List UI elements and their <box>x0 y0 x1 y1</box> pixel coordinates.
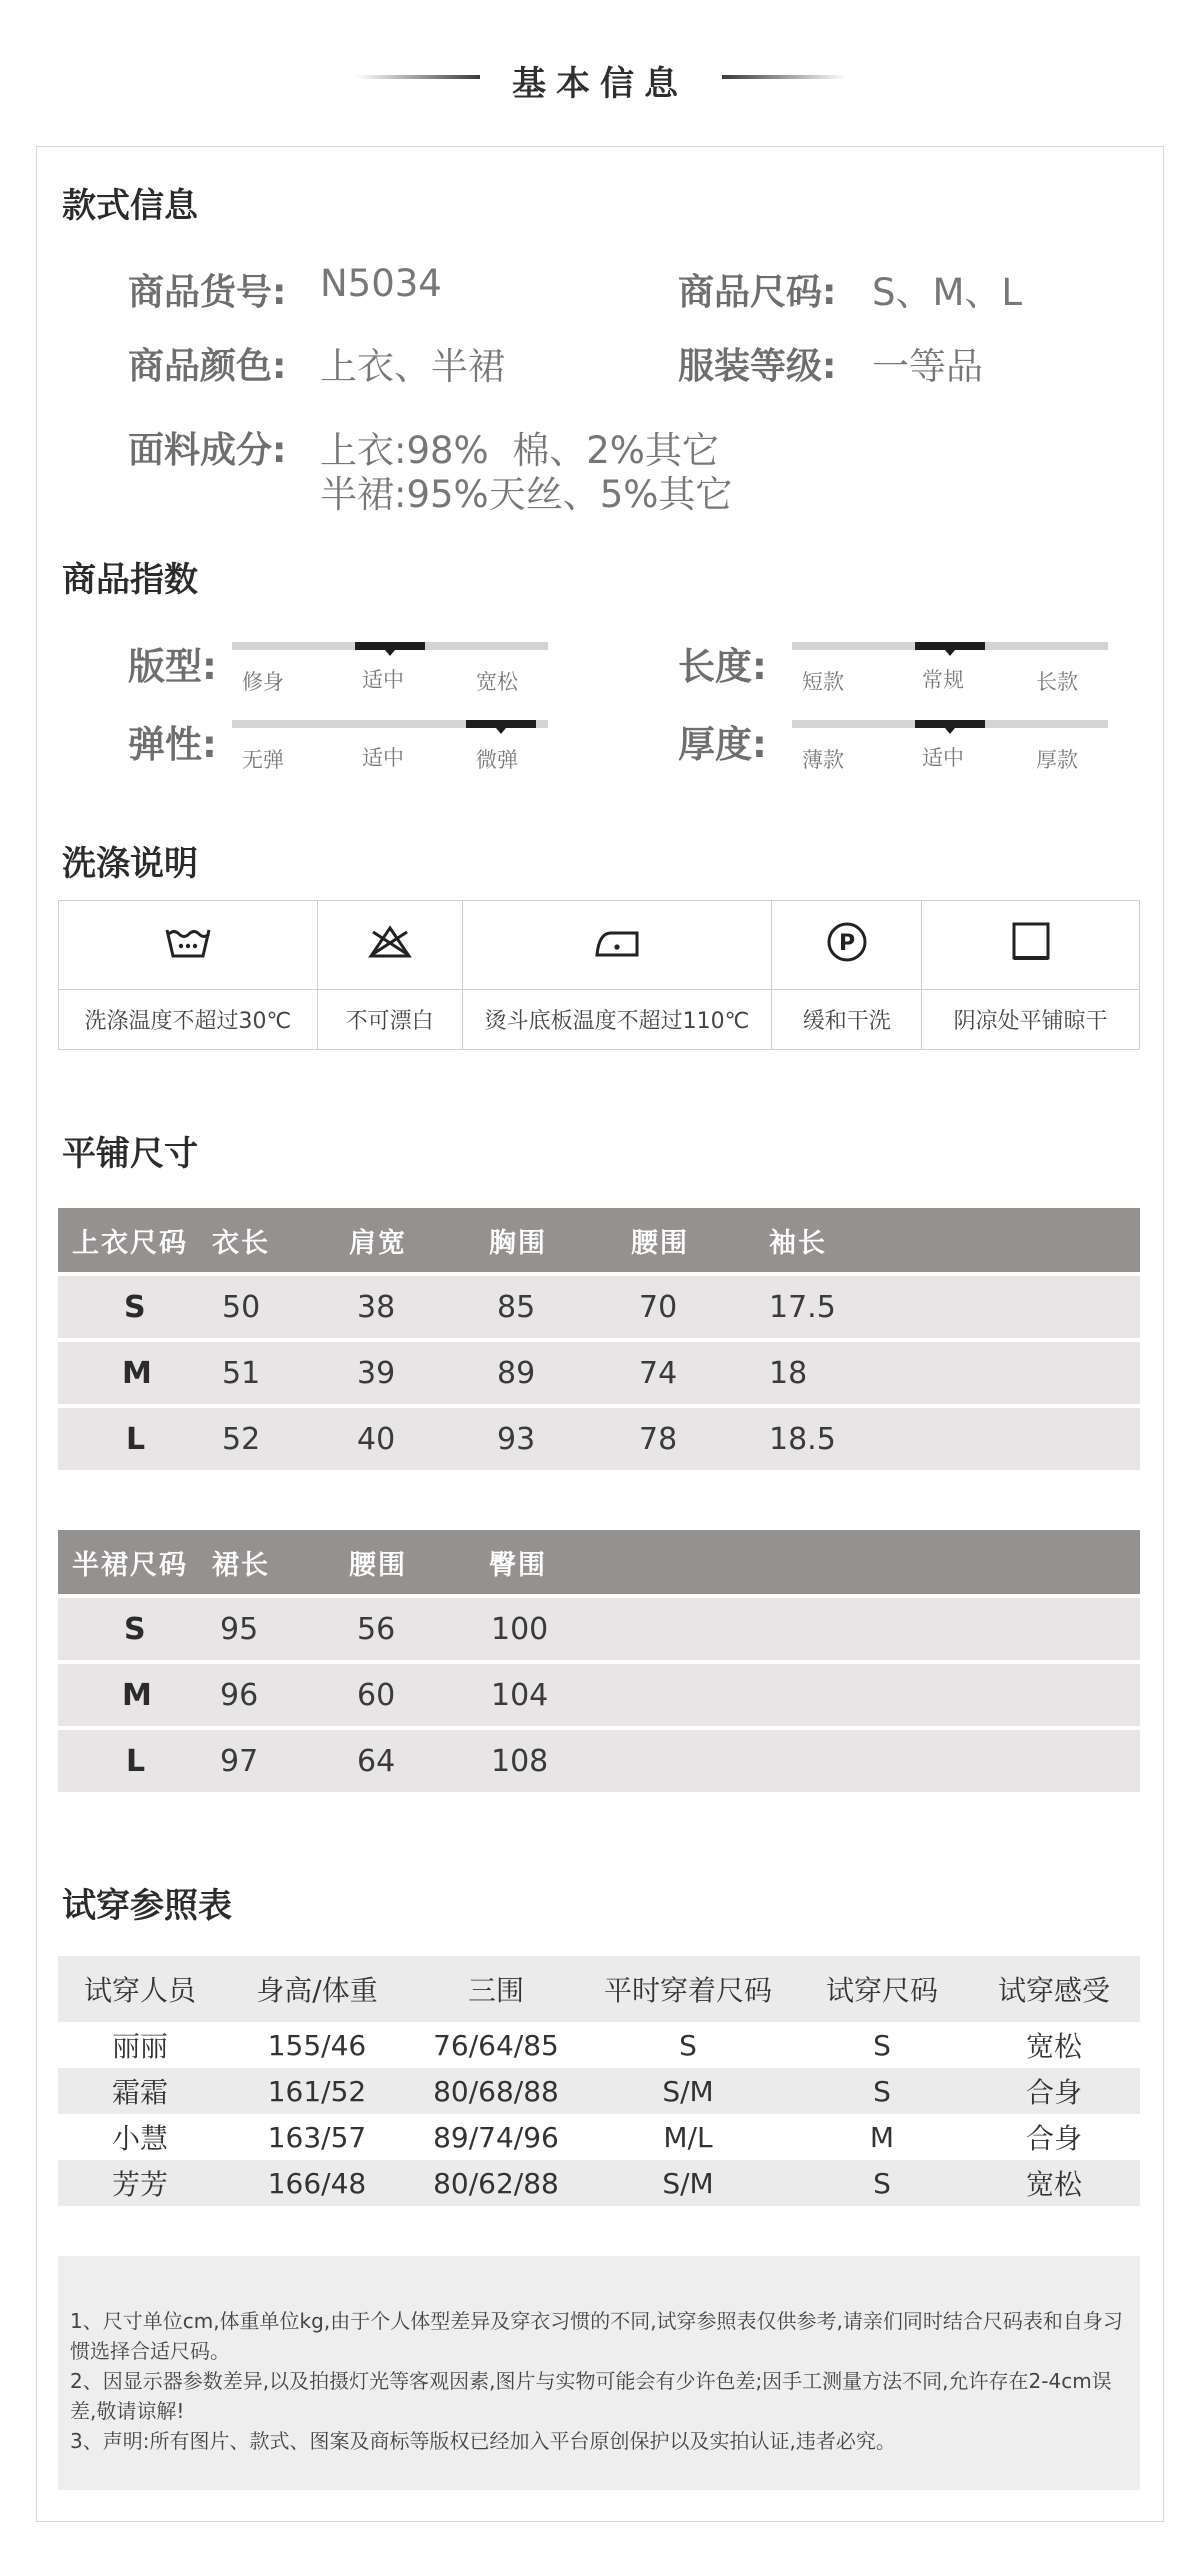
index-slider-length <box>792 642 1108 650</box>
wash-care-table <box>58 900 1140 1050</box>
note-item: 1、尺寸单位cm,体重单位kg,由于个人体型差异及穿衣习惯的不同,试穿参照表仅供参考,请亲们同时结合尺码表和自身习惯选择合适尺码。 <box>70 2309 1123 2363</box>
table-cell: S/M <box>580 2068 796 2114</box>
table-cell: 161/52 <box>222 2068 412 2114</box>
table-cell: 85 <box>485 1272 627 1338</box>
table-cell: 64 <box>345 1726 485 1792</box>
index-marker <box>355 642 425 650</box>
table-cell: L <box>58 1726 208 1792</box>
table-header-row <box>58 1208 1140 1272</box>
table-cell: 合身 <box>1025 2122 1082 2155</box>
table-cell: 56 <box>345 1594 485 1660</box>
note-item: 3、声明:所有图片、款式、图案及商标等版权已经加入平台原创保护以及实拍认证,违者必究。 <box>70 2429 896 2453</box>
fitting-table <box>58 1956 1140 2206</box>
wash-text: 缓和干洗 <box>772 990 922 1050</box>
table-cell: S <box>796 2068 968 2114</box>
table-cell: 80/68/88 <box>412 2068 580 2114</box>
table-cell: 97 <box>208 1726 345 1792</box>
table-cell: 70 <box>627 1272 769 1338</box>
table-cell: 39 <box>345 1338 485 1404</box>
grade-value: 一等品 <box>872 345 983 388</box>
section-title-indices: 商品指数 <box>62 560 198 600</box>
table-cell: 74 <box>627 1338 769 1404</box>
table-cell: 50 <box>208 1272 345 1338</box>
table-cell: M <box>869 2120 895 2154</box>
index-tick: 适中 <box>362 668 404 692</box>
table-row <box>58 1726 1140 1792</box>
shade-dry-flat-icon <box>1011 921 1051 963</box>
index-tick: 修身 <box>242 670 284 694</box>
table-header: 试穿尺码 <box>796 1956 968 2022</box>
table-cell: 40 <box>345 1404 485 1470</box>
table-header: 试穿人员 <box>58 1956 222 2022</box>
color-label: 商品颜色: <box>128 346 287 387</box>
index-tick: 厚款 <box>1036 748 1078 772</box>
table-row <box>58 2022 1140 2068</box>
wash-icon-cell <box>317 901 462 990</box>
table-header: 身高/体重 <box>222 1956 412 2022</box>
size-label: 商品尺码: <box>678 272 837 313</box>
table-row <box>58 2160 1140 2206</box>
table-cell: M <box>58 1338 208 1404</box>
table-header: 半裙尺码 <box>58 1530 208 1594</box>
index-label-fit: 版型: <box>128 645 217 688</box>
table-cell: 丽丽 <box>111 2030 168 2063</box>
size-value: S、M、L <box>872 271 1023 314</box>
table-header: 裙长 <box>208 1530 345 1594</box>
table-row <box>58 2114 1140 2160</box>
table-cell: 合身 <box>968 2068 1140 2114</box>
index-tick: 常规 <box>922 668 964 692</box>
table-cell: 163/57 <box>267 2120 367 2154</box>
table-cell: 芳芳 <box>58 2160 222 2206</box>
wash-text: 洗涤温度不超过30℃ <box>59 990 318 1050</box>
notes-box <box>58 2256 1140 2490</box>
fabric-value-skirt: 半裙:95%天丝、5%其它 <box>320 473 733 516</box>
index-marker <box>915 720 985 728</box>
svg-text:P: P <box>838 931 855 956</box>
table-cell: 95 <box>208 1594 345 1660</box>
wash-30-icon <box>164 922 212 962</box>
table-header: 袖长 <box>769 1208 1140 1272</box>
index-pointer <box>496 728 506 734</box>
table-cell: 18 <box>769 1338 1140 1404</box>
table-cell: 166/48 <box>222 2160 412 2206</box>
item-no-value: N5034 <box>320 262 442 305</box>
wash-icon-cell <box>772 901 922 990</box>
index-tick: 无弹 <box>242 748 284 772</box>
table-header-row <box>58 1956 1140 2022</box>
table-cell: 80/62/88 <box>412 2160 580 2206</box>
table-header-row <box>58 1530 1140 1594</box>
table-row <box>58 1338 1140 1404</box>
item-no-label: 商品货号: <box>128 272 287 313</box>
table-cell: 78 <box>627 1404 769 1470</box>
index-label-length: 长度: <box>678 645 767 688</box>
wash-text: 烫斗底板温度不超过110℃ <box>462 990 772 1050</box>
table-cell: 60 <box>345 1660 485 1726</box>
table-cell: 宽松 <box>1025 2030 1082 2063</box>
wash-icon-cell <box>922 901 1140 990</box>
table-cell: S <box>679 2028 697 2062</box>
table-row <box>58 2068 1140 2114</box>
section-title-style-info: 款式信息 <box>62 186 198 226</box>
header-right-line <box>722 75 847 79</box>
note-item: 2、因显示器参数差异,以及拍摄灯光等客观因素,图片与实物可能会有少许色差;因手工测量方法不同,允许存在2-4cm误差,敬请谅解! <box>70 2369 1112 2423</box>
fabric-value-top: 上衣:98% 棉、2%其它 <box>320 429 719 472</box>
table-cell: 38 <box>345 1272 485 1338</box>
table-cell: 18.5 <box>769 1404 1140 1470</box>
table-header: 胸围 <box>485 1208 627 1272</box>
table-cell: 89 <box>485 1338 627 1404</box>
index-slider-thickness <box>792 720 1108 728</box>
table-header: 三围 <box>412 1956 580 2022</box>
table-cell: S <box>58 1272 208 1338</box>
table-cell: 52 <box>208 1404 345 1470</box>
table-cell: M <box>58 1660 208 1726</box>
grade-label: 服装等级: <box>678 346 837 387</box>
table-row <box>58 1272 1140 1338</box>
page-header <box>0 48 1200 108</box>
section-title-wash: 洗涤说明 <box>62 844 198 884</box>
table-header: 肩宽 <box>345 1208 485 1272</box>
iron-icon <box>593 925 641 959</box>
table-cell: 宽松 <box>968 2160 1140 2206</box>
index-marker <box>915 642 985 650</box>
table-cell: 小慧 <box>111 2122 168 2155</box>
table-header: 试穿感受 <box>968 1956 1140 2022</box>
table-header: 腰围 <box>345 1530 485 1594</box>
index-slider-fit <box>232 642 548 650</box>
no-bleach-icon <box>367 924 413 960</box>
index-tick: 宽松 <box>476 670 518 694</box>
index-tick: 微弹 <box>476 748 518 772</box>
table-cell: L <box>58 1404 208 1470</box>
index-label-elasticity: 弹性: <box>128 723 217 766</box>
table-cell: 108 <box>485 1726 1140 1792</box>
index-tick: 适中 <box>362 746 404 770</box>
table-cell: 100 <box>485 1594 1140 1660</box>
wash-text: 阴凉处平铺晾干 <box>922 990 1140 1050</box>
index-label-thickness: 厚度: <box>678 723 767 766</box>
table-cell: 155/46 <box>267 2028 367 2062</box>
index-pointer <box>945 650 955 656</box>
table-row <box>58 1660 1140 1726</box>
wash-icon-cell <box>462 901 772 990</box>
table-header: 上衣尺码 <box>58 1208 208 1272</box>
wash-icon-cell <box>59 901 318 990</box>
table-header: 衣长 <box>208 1208 345 1272</box>
table-cell: 89/74/96 <box>433 2120 559 2154</box>
index-pointer <box>945 728 955 734</box>
table-cell: 51 <box>208 1338 345 1404</box>
top-size-table <box>58 1208 1140 1470</box>
table-cell: 76/64/85 <box>433 2028 559 2062</box>
table-cell: M/L <box>663 2120 713 2154</box>
table-header: 臀围 <box>485 1530 1140 1594</box>
skirt-size-table <box>58 1530 1140 1792</box>
table-header: 腰围 <box>627 1208 769 1272</box>
dry-clean-p-icon <box>825 920 869 964</box>
index-slider-elasticity <box>232 720 548 728</box>
index-tick: 长款 <box>1036 670 1078 694</box>
index-pointer <box>385 650 395 656</box>
table-cell: 96 <box>208 1660 345 1726</box>
table-cell: S <box>873 2028 891 2062</box>
table-cell: 104 <box>485 1660 1140 1726</box>
page-title: 基本信息 <box>512 64 688 104</box>
table-header: 平时穿着尺码 <box>580 1956 796 2022</box>
wash-text: 不可漂白 <box>317 990 462 1050</box>
table-row <box>58 1594 1140 1660</box>
section-title-sizes: 平铺尺寸 <box>62 1134 198 1174</box>
table-row <box>58 1404 1140 1470</box>
index-tick: 短款 <box>802 670 844 694</box>
table-cell: 霜霜 <box>58 2068 222 2114</box>
table-cell: S/M <box>580 2160 796 2206</box>
section-title-fitting: 试穿参照表 <box>62 1886 232 1926</box>
index-marker <box>466 720 536 728</box>
table-cell: S <box>58 1594 208 1660</box>
index-tick: 薄款 <box>802 748 844 772</box>
color-value: 上衣、半裙 <box>320 345 505 388</box>
table-cell: S <box>796 2160 968 2206</box>
table-cell: 93 <box>485 1404 627 1470</box>
fabric-label: 面料成分: <box>128 430 287 471</box>
table-cell: 17.5 <box>769 1272 1140 1338</box>
index-tick: 适中 <box>922 746 964 770</box>
